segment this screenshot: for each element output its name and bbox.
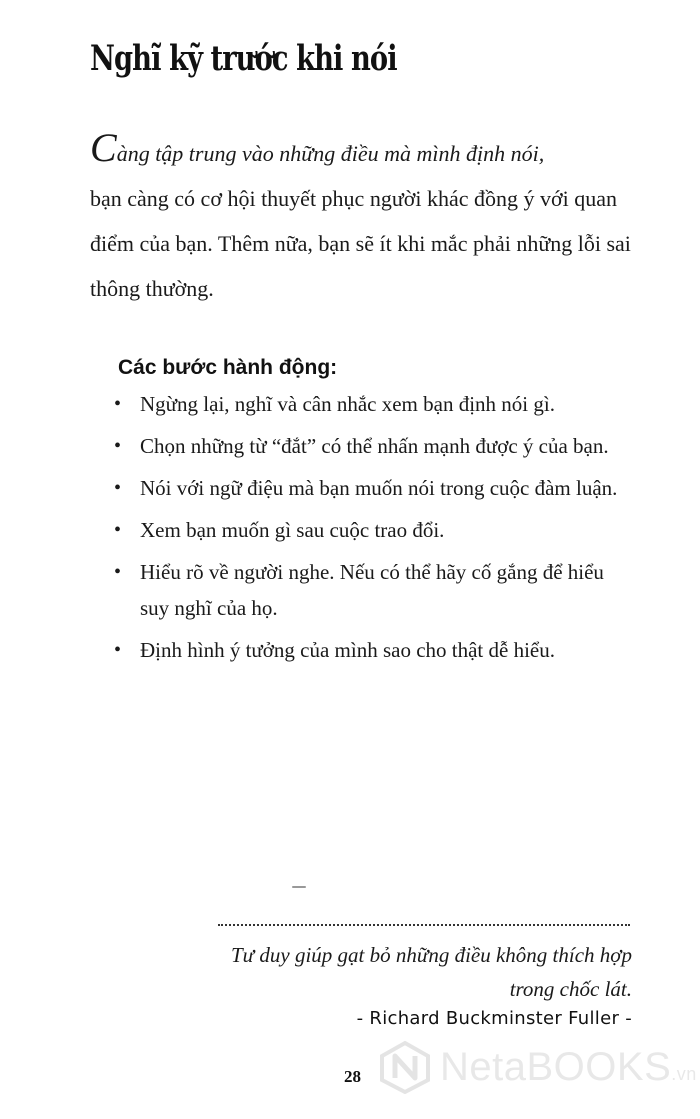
bullet-icon: • bbox=[114, 519, 122, 541]
drop-cap: C bbox=[90, 125, 117, 170]
list-item bbox=[112, 554, 632, 626]
step-text: Chọn những từ “đắt” có thể nhấn mạnh được ý của bạn. bbox=[140, 434, 609, 458]
watermark-text bbox=[440, 1045, 697, 1090]
list-item bbox=[112, 470, 632, 506]
quote-divider bbox=[218, 924, 630, 926]
page-number: 28 bbox=[344, 1067, 361, 1086]
step-text: Hiểu rõ về người nghe. Nếu có thể hãy cố gắng để hiểu suy nghĩ của họ. bbox=[140, 560, 604, 620]
intro-body: bạn càng có cơ hội thuyết phục người khác đồng ý với quan điểm của bạn. Thêm nữa, bạn sẽ ít khi mắc phải những lỗi sai thông thường. bbox=[90, 186, 631, 301]
bullet-icon: • bbox=[114, 561, 122, 583]
bullet-icon: • bbox=[114, 639, 122, 661]
ink-smudge bbox=[292, 886, 306, 888]
intro-lead: àng tập trung vào những điều mà mình định nói, bbox=[116, 141, 545, 166]
list-item bbox=[112, 512, 632, 548]
step-text: Định hình ý tưởng của mình sao cho thật dễ hiểu. bbox=[140, 638, 555, 662]
page-title: Nghĩ kỹ trước khi nói bbox=[90, 38, 397, 79]
list-item bbox=[112, 632, 632, 668]
quote-line: trong chốc lát. bbox=[509, 977, 632, 1001]
bullet-icon: • bbox=[114, 393, 122, 415]
watermark bbox=[378, 1040, 697, 1094]
bullet-icon: • bbox=[114, 477, 122, 499]
quote-line: Tư duy giúp gạt bỏ những điều không thích hợp bbox=[231, 943, 632, 967]
quote-author: - Richard Buckminster Fuller - bbox=[356, 1008, 632, 1029]
bullet-icon: • bbox=[114, 435, 122, 457]
quote bbox=[200, 938, 632, 1006]
netabooks-logo-icon bbox=[378, 1040, 432, 1094]
step-text: Nói với ngữ điệu mà bạn muốn nói trong cuộc đàm luận. bbox=[140, 476, 618, 500]
watermark-brand: NetaBOOKS bbox=[440, 1044, 672, 1089]
step-text: Xem bạn muốn gì sau cuộc trao đổi. bbox=[140, 518, 445, 542]
intro-paragraph bbox=[90, 125, 650, 311]
list-item bbox=[112, 386, 632, 422]
list-item bbox=[112, 428, 632, 464]
steps-heading: Các bước hành động: bbox=[118, 356, 338, 379]
steps-list bbox=[112, 386, 632, 674]
step-text: Ngừng lại, nghĩ và cân nhắc xem bạn định nói gì. bbox=[140, 392, 555, 416]
watermark-suffix: .vn bbox=[671, 1063, 697, 1084]
